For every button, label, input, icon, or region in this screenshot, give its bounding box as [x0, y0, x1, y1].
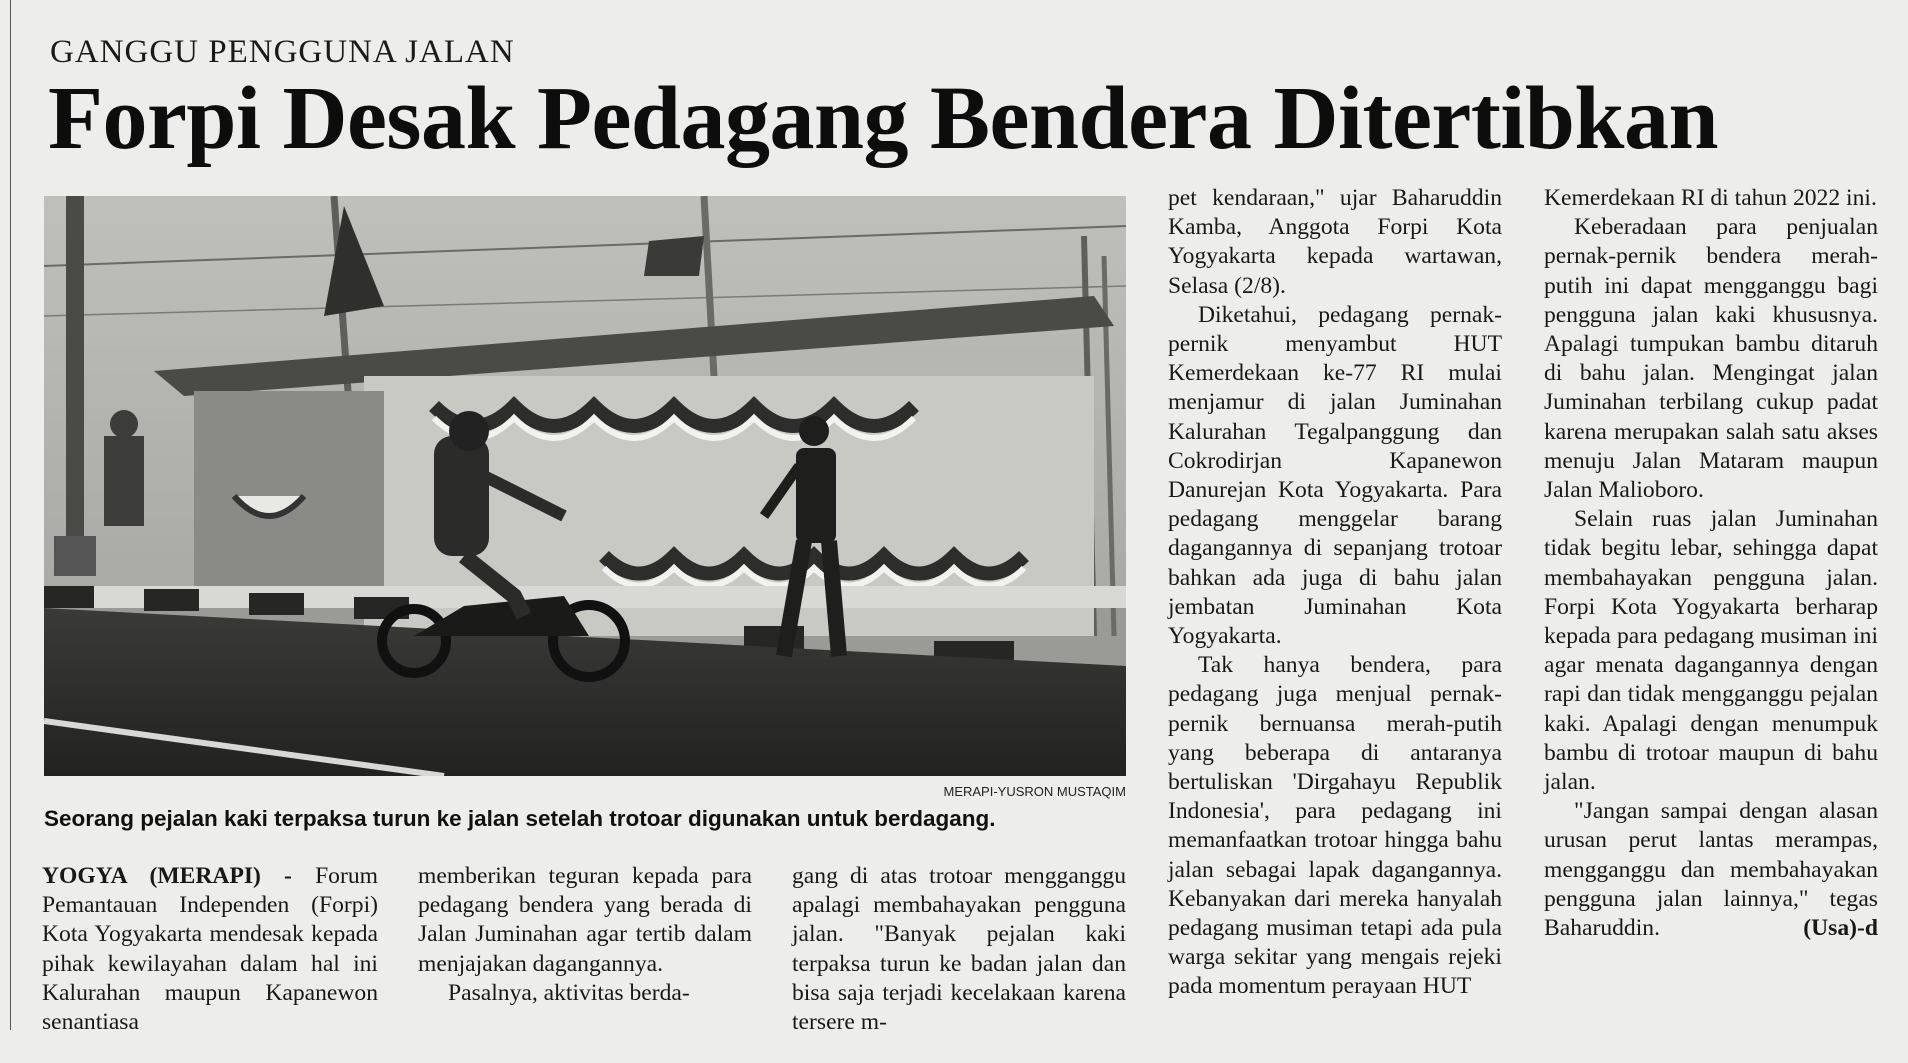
quote: "Jangan sampai dengan alasan urusan perut lantas merampas, mengganggu dan membahayakan pengguna jalan lainnya," tegas Baharuddin.: [1544, 798, 1878, 942]
text-column-2: [418, 862, 752, 1008]
author-signature: (Usa)-d: [1803, 915, 1878, 942]
headline: Forpi Desak Pedagang Bendera Ditertibkan: [48, 69, 1719, 168]
paragraph: Keberadaan para penjualan pernak-pernik bendera merah-putih ini dapat mengganggu bagi pengguna jalan kaki khususnya. Apalagi tumpukan bambu ditaruh di bahu jalan. Mengingat jalan Juminahan terbilang cukup padat karena merupakan salah satu akses menuju Jalan Mataram maupun Jalan Malioboro.: [1544, 214, 1878, 504]
street-vendor-photo: [44, 196, 1126, 776]
paragraph: Selain ruas jalan Juminahan tidak begitu lebar, sehingga dapat membahayakan pengguna jalan. Forpi Kota Yogyakarta berharap kepada para pedagang musiman ini agar menata dagangannya dengan rapi dan tidak mengganggu pejalan kaki. Apalagi dengan menumpuk bambu di trotoar maupun di bahu jalan.: [1544, 506, 1878, 796]
kicker: GANGGU PENGGUNA JALAN: [50, 34, 515, 70]
paragraph: [1544, 797, 1878, 943]
paragraph: memberikan teguran kepada para pedagang bendera yang berada di Jalan Juminahan agar tertib dalam menjajakan dagangannya.: [418, 863, 752, 977]
text-column-4: [1168, 184, 1502, 1002]
paragraph: Diketahui, pedagang pernak-pernik menyambut HUT Kemerdekaan ke-77 RI mulai menjamur di jalan Juminahan Kalurahan Tegalpanggung dan Cokrodirjan Kapanewon Danurejan Kota Yogyakarta. Para pedagang menggelar barang dagangannya di sepanjang trotoar bahkan ada juga di bahu jalan jembatan Juminahan Kota Yogyakarta.: [1168, 301, 1502, 650]
dateline: YOGYA (MERAPI) -: [42, 863, 292, 889]
paragraph: Kemerdekaan RI di tahun 2022 ini.: [1544, 185, 1877, 211]
text-column-3: [792, 862, 1126, 1037]
paragraph: Tak hanya bendera, para pedagang juga menjual pernak-pernik bernuansa merah-putih yang beberapa di antaranya bertuliskan 'Dirgahayu Republik Indonesia', para pedagang ini memanfaatkan trotoar hingga bahu jalan sebagai lapak dagangannya. Kebanyakan dari mereka hanyalah pedagang musiman tetapi ada pula warga sekitar yang mengais rejeki pada momentum perayaan HUT: [1168, 652, 1502, 1000]
photo-caption: Seorang pejalan kaki terpaksa turun ke jalan setelah trotoar digunakan untuk berdagang.: [44, 806, 996, 831]
text-column-1: [42, 862, 378, 1037]
text-column-5: [1544, 184, 1878, 943]
photo-credit: MERAPI-YUSRON MUSTAQIM: [943, 784, 1126, 799]
news-photo: [44, 196, 1126, 776]
column-rule: [10, 0, 11, 1030]
paragraph: Forum Pemantauan Independen (Forpi) Kota Yogyakarta mendesak kepada pihak kewilayahan dalam hal ini Kalurahan maupun Kapanewon senantiasa: [42, 863, 378, 1036]
paragraph: gang di atas trotoar mengganggu apalagi membahayakan pengguna jalan. "Banyak pejalan kaki terpaksa turun ke badan jalan dan bisa saja terjadi kecelakaan karena tersere m-: [792, 863, 1126, 1036]
paragraph: Pasalnya, aktivitas berda-: [448, 979, 690, 1006]
paragraph: pet kendaraan," ujar Baharuddin Kamba, Anggota Forpi Kota Yogyakarta kepada wartawan, Selasa (2/8).: [1168, 185, 1502, 299]
